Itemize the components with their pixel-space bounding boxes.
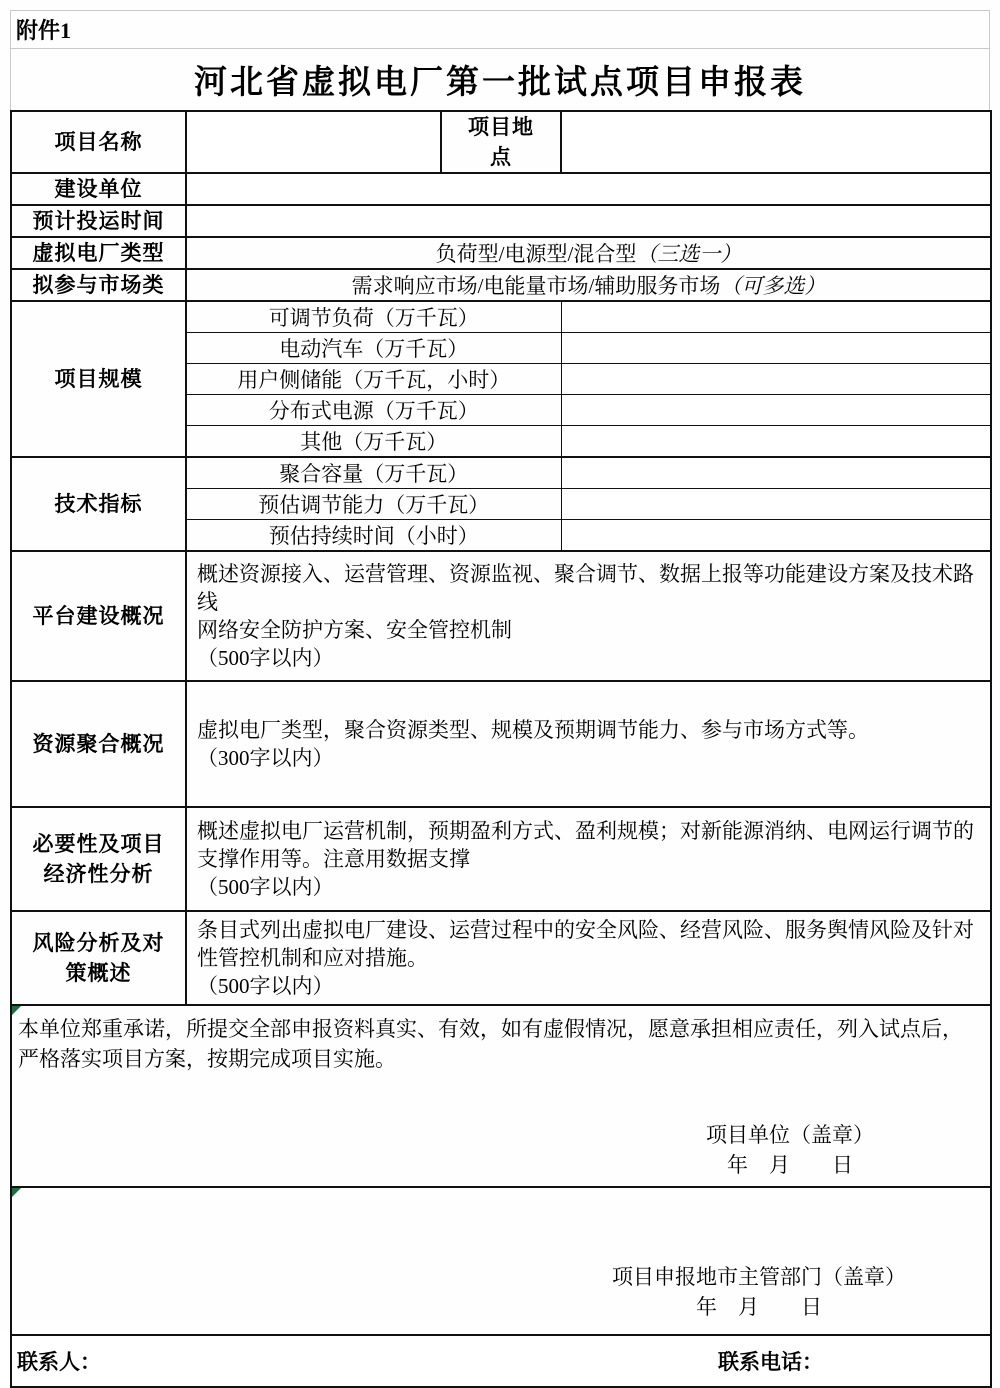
commitment-stamp-block xyxy=(706,1120,874,1180)
platform-overview-limit: （500字以内） xyxy=(197,646,334,670)
tech-item-field[interactable] xyxy=(561,520,991,552)
scale-item-field[interactable] xyxy=(561,301,991,333)
construction-unit-field[interactable] xyxy=(186,173,991,205)
tech-item-label: 聚合容量（万千瓦） xyxy=(186,457,561,489)
resource-overview-line: 虚拟电厂类型，聚合资源类型、规模及预期调节能力、参与市场方式等。 xyxy=(197,718,869,742)
contacts-cell[interactable] xyxy=(11,1335,991,1387)
contact-phone-label: 联系电话： xyxy=(718,1350,823,1374)
scale-item-field[interactable] xyxy=(561,333,991,364)
commitment-date-line: 年 月 日 xyxy=(727,1153,853,1177)
commitment-stamp-label: 项目单位（盖章） xyxy=(706,1123,874,1147)
scale-item-label: 电动汽车（万千瓦） xyxy=(186,333,561,364)
row-contacts xyxy=(11,1335,991,1387)
attachment-label: 附件1 xyxy=(16,18,72,43)
platform-overview-label: 平台建设概况 xyxy=(11,551,186,681)
row-necessity-analysis xyxy=(11,807,991,911)
risk-analysis-limit: （500字以内） xyxy=(197,974,334,998)
authority-date-line: 年 月 日 xyxy=(696,1295,822,1319)
row-project-name xyxy=(11,111,991,173)
row-commitment xyxy=(11,1005,991,1187)
row-platform-overview xyxy=(11,551,991,681)
row-scale-item xyxy=(11,301,991,333)
authority-cell[interactable] xyxy=(11,1187,991,1335)
tech-item-field[interactable] xyxy=(561,457,991,489)
necessity-analysis-field[interactable] xyxy=(186,807,991,911)
row-tech-item xyxy=(11,457,991,489)
tech-indicators-label: 技术指标 xyxy=(11,457,186,551)
cell-marker-icon xyxy=(12,1006,21,1015)
project-name-field[interactable] xyxy=(186,111,441,173)
vpp-type-value xyxy=(186,237,991,269)
risk-analysis-line: 条目式列出虚拟电厂建设、运营过程中的安全风险、经营风险、服务舆情风险及针对性管控机制和应对措施。 xyxy=(197,918,974,970)
platform-overview-field[interactable] xyxy=(186,551,991,681)
application-form-table xyxy=(10,110,992,1388)
scale-item-label: 其他（万千瓦） xyxy=(186,426,561,458)
scale-item-field[interactable] xyxy=(561,364,991,395)
vpp-type-label: 虚拟电厂类型 xyxy=(11,237,186,269)
authority-stamp-label: 项目申报地市主管部门（盖章） xyxy=(612,1265,906,1289)
necessity-analysis-label: 必要性及项目经济性分析 xyxy=(11,807,186,911)
project-scale-label: 项目规模 xyxy=(11,301,186,457)
row-authority xyxy=(11,1187,991,1335)
attachment-row xyxy=(11,11,989,49)
market-value xyxy=(186,269,991,301)
scale-item-label: 用户侧储能（万千瓦，小时） xyxy=(186,364,561,395)
cell-marker-icon xyxy=(12,1188,21,1197)
tech-item-label: 预估调节能力（万千瓦） xyxy=(186,489,561,520)
row-resource-overview xyxy=(11,681,991,807)
authority-stamp-block xyxy=(612,1262,906,1322)
construction-unit-label: 建设单位 xyxy=(11,173,186,205)
vpp-type-note: （三选一） xyxy=(636,242,742,266)
project-location-label: 项目地点 xyxy=(441,111,561,173)
page-title: 河北省虚拟电厂第一批试点项目申报表 xyxy=(194,65,806,101)
authority-stamp-area xyxy=(12,1262,990,1322)
operation-time-label: 预计投运时间 xyxy=(11,205,186,237)
project-name-label: 项目名称 xyxy=(11,111,186,173)
resource-overview-field[interactable] xyxy=(186,681,991,807)
scale-item-field[interactable] xyxy=(561,426,991,458)
operation-time-field[interactable] xyxy=(186,205,991,237)
resource-overview-label: 资源聚合概况 xyxy=(11,681,186,807)
commitment-text: 本单位郑重承诺，所提交全部申报资料真实、有效，如有虚假情况，愿意承担相应责任，列入试点后，严格落实项目方案，按期完成项目实施。 xyxy=(18,1017,963,1071)
resource-overview-limit: （300字以内） xyxy=(197,746,334,770)
scale-item-label: 分布式电源（万千瓦） xyxy=(186,395,561,426)
risk-analysis-field[interactable] xyxy=(186,911,991,1005)
risk-analysis-label: 风险分析及对策概述 xyxy=(11,911,186,1005)
row-market-type xyxy=(11,269,991,301)
document-header xyxy=(10,10,990,110)
title-row xyxy=(11,49,989,110)
commitment-cell[interactable] xyxy=(11,1005,991,1187)
platform-overview-line: 概述资源接入、运营管理、资源监视、聚合调节、数据上报等功能建设方案及技术路线 xyxy=(197,562,974,614)
tech-item-field[interactable] xyxy=(561,489,991,520)
market-options: 需求响应市场/电能量市场/辅助服务市场 xyxy=(351,274,721,298)
project-location-field[interactable] xyxy=(561,111,991,173)
commitment-stamp-area xyxy=(16,1074,978,1180)
necessity-analysis-limit: （500字以内） xyxy=(197,875,334,899)
scale-item-label: 可调节负荷（万千瓦） xyxy=(186,301,561,333)
scale-item-field[interactable] xyxy=(561,395,991,426)
platform-overview-line: 网络安全防护方案、安全管控机制 xyxy=(197,618,512,642)
row-vpp-type xyxy=(11,237,991,269)
market-label: 拟参与市场类 xyxy=(11,269,186,301)
contact-person-label: 联系人： xyxy=(17,1350,101,1374)
row-construction-unit xyxy=(11,173,991,205)
market-note: （可多选） xyxy=(720,274,826,298)
row-operation-time xyxy=(11,205,991,237)
vpp-type-options: 负荷型/电源型/混合型 xyxy=(435,242,637,266)
necessity-analysis-line: 概述虚拟电厂运营机制，预期盈利方式、盈利规模；对新能源消纳、电网运行调节的支撑作用等。注意用数据支撑 xyxy=(197,819,974,871)
row-risk-analysis xyxy=(11,911,991,1005)
tech-item-label: 预估持续时间（小时） xyxy=(186,520,561,552)
